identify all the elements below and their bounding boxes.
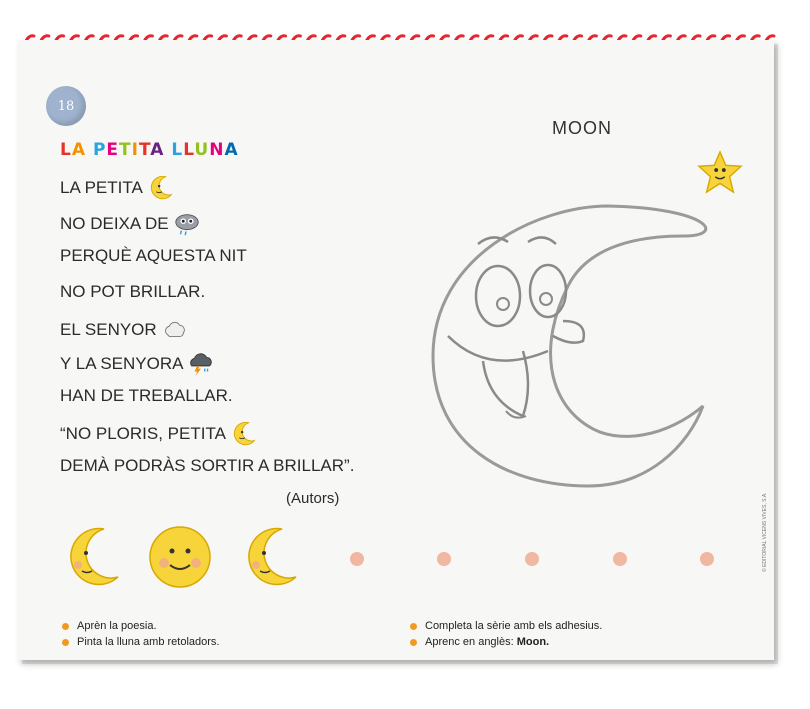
title-letter: I [131, 140, 139, 160]
poem-line-5-text: EL SENYOR [60, 320, 157, 339]
poem-line-1-text: LA PETITA [60, 178, 143, 197]
instruction-text: Aprèn la poesia. [77, 620, 157, 632]
instruction-item [410, 636, 602, 648]
bullet-icon [62, 623, 69, 630]
smiling-star-icon [696, 150, 744, 194]
instructions-right [410, 620, 602, 648]
sticker-placeholder-dot[interactable] [525, 552, 539, 566]
crescent-moon-sticker [60, 525, 124, 589]
poem-authors: (Autors) [286, 490, 340, 507]
title-letter: L [171, 140, 184, 160]
crescent-moon-icon [147, 174, 175, 202]
english-word: Moon. [516, 636, 550, 648]
poem-line-2-text: NO DEIXA DE [60, 214, 169, 233]
page-number: 18 [57, 98, 75, 114]
title-letter: L [60, 140, 72, 160]
storm-cloud-icon [187, 350, 215, 378]
title-letter: A [150, 140, 165, 160]
bullet-icon [410, 623, 417, 630]
moon-heading: MOON [552, 118, 612, 138]
full-moon-sticker [148, 525, 212, 589]
crying-cloud-icon [173, 210, 201, 238]
poem-line-3-text: PERQUÈ AQUESTA NIT [60, 246, 247, 265]
instruction-item [62, 636, 219, 648]
bullet-icon [62, 639, 69, 646]
instruction-item [62, 620, 219, 632]
poem-line-5 [60, 316, 189, 344]
moon-series [60, 525, 760, 595]
poem-line-6-text: Y LA SENYORA [60, 354, 184, 373]
poem-line-9-text: DEMÀ PODRÀS SORTIR A BRILLAR”. [60, 456, 355, 475]
title-letter: T [138, 140, 151, 160]
poem-line-7 [60, 386, 233, 406]
title-letter: N [209, 140, 225, 160]
bullet-icon [410, 639, 417, 646]
poem-line-9 [60, 456, 354, 476]
title-letter: U [194, 140, 210, 160]
crescent-moon-icon [230, 420, 258, 448]
instruction-item [410, 620, 602, 632]
title-letter: P [92, 140, 107, 160]
poem-title [60, 140, 239, 160]
page-number-badge [46, 86, 86, 126]
poem-line-8 [60, 420, 258, 448]
sticker-placeholder-dot[interactable] [437, 552, 451, 566]
poem-line-8-text: “NO PLORIS, PETITA [60, 424, 226, 443]
sticker-placeholder-dot[interactable] [700, 552, 714, 566]
copyright-notice: © EDITORIAL VICENS VIVES, S.A. [762, 492, 768, 572]
poem-line-1 [60, 174, 175, 202]
title-letter [86, 140, 93, 160]
cloud-icon [161, 316, 189, 344]
poem-line-2 [60, 210, 201, 238]
title-letter: A [71, 140, 87, 160]
poem-line-4 [60, 282, 205, 302]
title-letter: T [119, 140, 132, 160]
instruction-text: Pinta la lluna amb retoladors. [77, 636, 220, 648]
instruction-text: Completa la sèrie amb els adhesius. [425, 620, 603, 632]
instruction-text: Aprenc en anglès: Moon. [425, 636, 550, 648]
sticker-placeholder-dot[interactable] [350, 552, 364, 566]
poem-line-7-text: HAN DE TREBALLAR. [60, 386, 233, 405]
title-letter: E [106, 140, 120, 160]
title-letter: L [183, 140, 195, 160]
poem-line-3 [60, 246, 247, 266]
title-letter: A [224, 140, 239, 160]
instructions-left [62, 620, 219, 648]
sticker-placeholder-dot[interactable] [613, 552, 627, 566]
poem-line-4-text: NO POT BRILLAR. [60, 282, 206, 301]
crescent-moon-sticker [238, 525, 302, 589]
poem-line-6 [60, 350, 215, 378]
coloring-moon-outline [418, 196, 718, 496]
